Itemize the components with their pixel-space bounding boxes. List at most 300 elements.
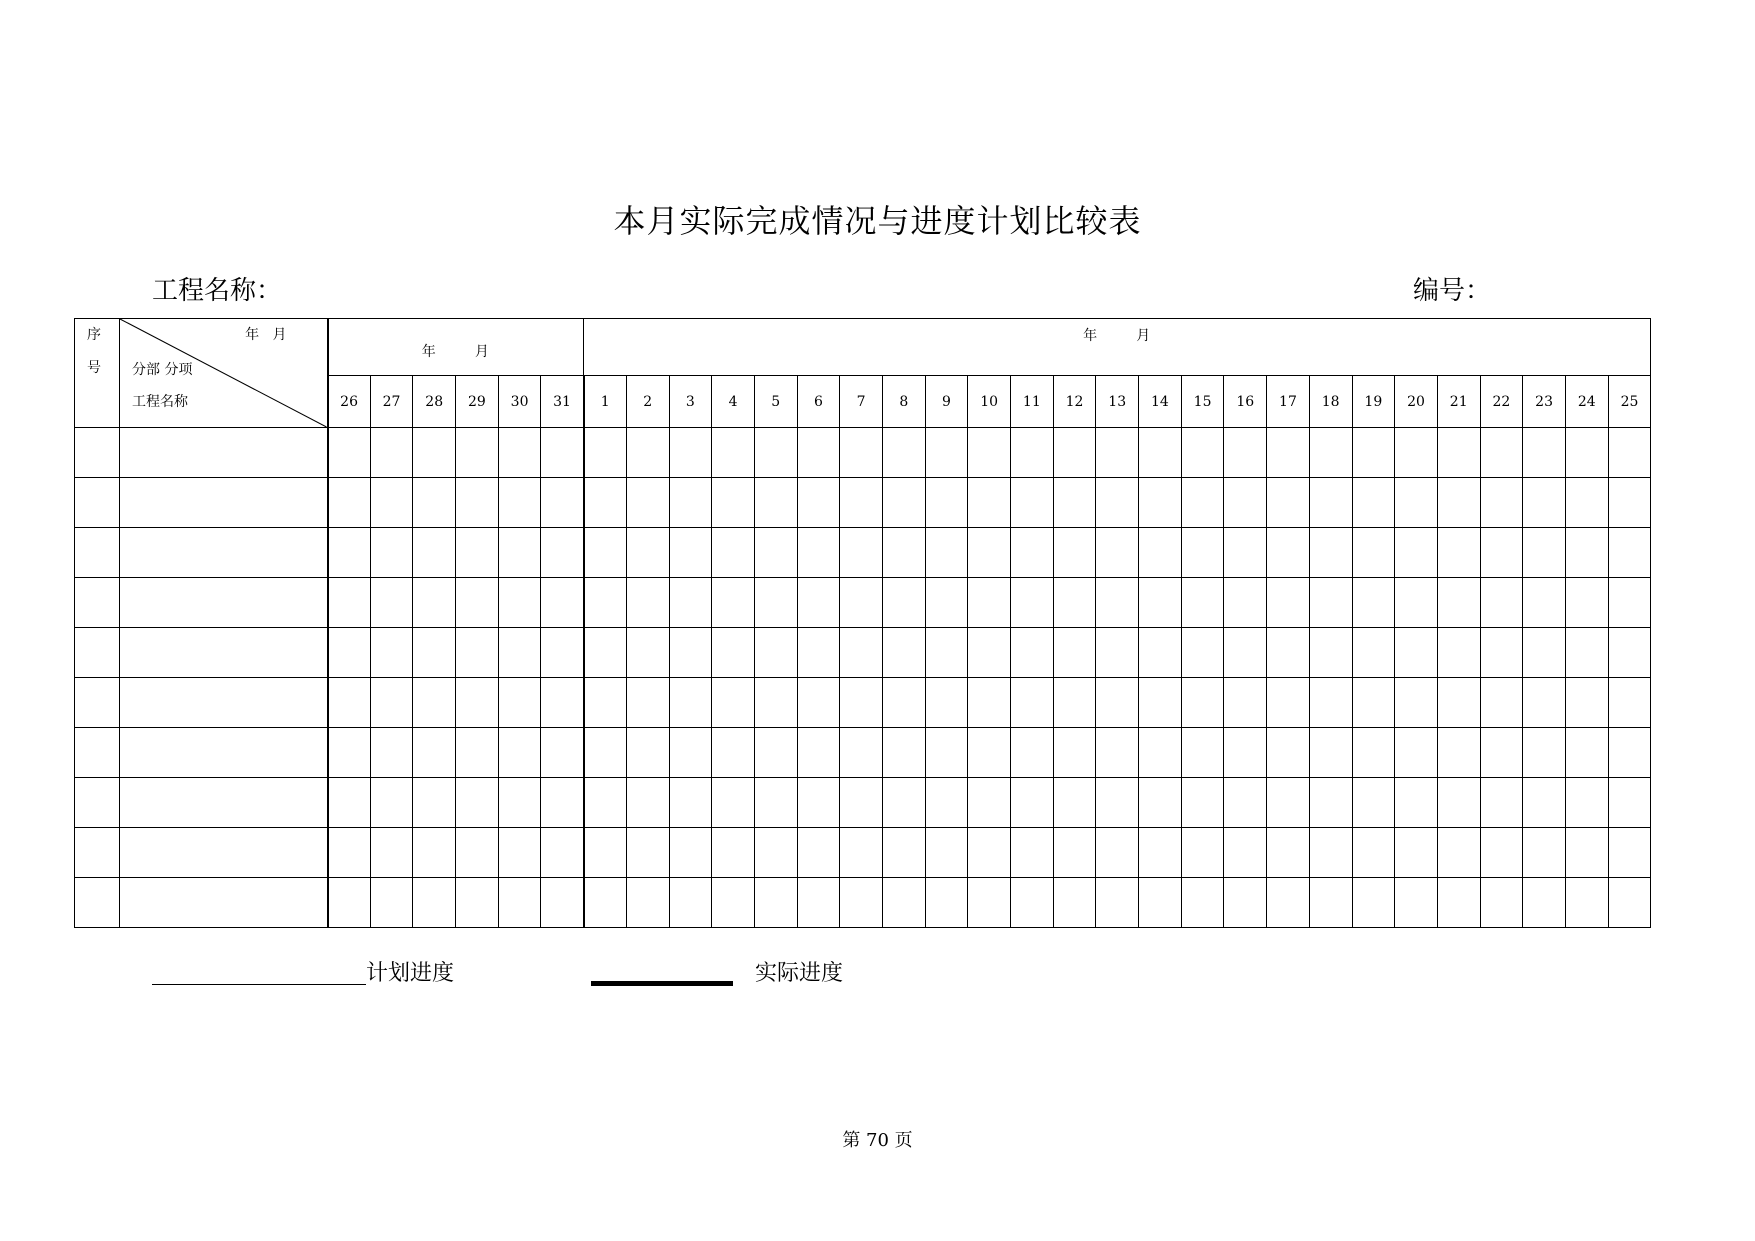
day-cell[interactable] — [1096, 828, 1139, 878]
day-cell[interactable] — [797, 828, 840, 878]
seq-cell[interactable] — [75, 478, 120, 528]
day-cell[interactable] — [840, 678, 883, 728]
day-cell[interactable] — [1523, 428, 1566, 478]
day-cell[interactable] — [840, 478, 883, 528]
day-cell[interactable] — [1352, 678, 1395, 728]
day-cell[interactable] — [1096, 528, 1139, 578]
day-cell[interactable] — [968, 628, 1011, 678]
day-cell[interactable] — [1139, 528, 1182, 578]
day-cell[interactable] — [797, 578, 840, 628]
seq-cell[interactable] — [75, 878, 120, 928]
day-cell[interactable] — [797, 428, 840, 478]
day-cell[interactable] — [882, 778, 925, 828]
day-cell[interactable] — [328, 478, 371, 528]
day-cell[interactable] — [1523, 528, 1566, 578]
day-cell[interactable] — [1608, 878, 1651, 928]
day-cell[interactable] — [754, 878, 797, 928]
day-cell[interactable] — [1352, 878, 1395, 928]
day-cell[interactable] — [1181, 678, 1224, 728]
day-cell[interactable] — [1565, 528, 1608, 578]
day-cell[interactable] — [1181, 778, 1224, 828]
day-cell[interactable] — [541, 578, 584, 628]
day-cell[interactable] — [1011, 628, 1054, 678]
day-cell[interactable] — [1480, 728, 1523, 778]
day-cell[interactable] — [1181, 828, 1224, 878]
day-cell[interactable] — [1395, 428, 1438, 478]
day-cell[interactable] — [541, 628, 584, 678]
day-cell[interactable] — [498, 828, 541, 878]
day-cell[interactable] — [1523, 778, 1566, 828]
day-cell[interactable] — [797, 728, 840, 778]
project-name-cell[interactable] — [120, 728, 328, 778]
day-cell[interactable] — [584, 728, 627, 778]
day-cell[interactable] — [584, 828, 627, 878]
day-cell[interactable] — [1011, 828, 1054, 878]
day-cell[interactable] — [1053, 478, 1096, 528]
day-cell[interactable] — [413, 828, 456, 878]
day-cell[interactable] — [626, 578, 669, 628]
day-cell[interactable] — [1139, 828, 1182, 878]
day-cell[interactable] — [1096, 778, 1139, 828]
day-cell[interactable] — [797, 778, 840, 828]
project-name-cell[interactable] — [120, 878, 328, 928]
day-cell[interactable] — [840, 428, 883, 478]
day-cell[interactable] — [1565, 828, 1608, 878]
day-cell[interactable] — [626, 428, 669, 478]
day-cell[interactable] — [754, 778, 797, 828]
day-cell[interactable] — [1224, 878, 1267, 928]
day-cell[interactable] — [669, 528, 712, 578]
day-cell[interactable] — [328, 828, 371, 878]
day-cell[interactable] — [712, 428, 755, 478]
day-cell[interactable] — [328, 428, 371, 478]
day-cell[interactable] — [1053, 878, 1096, 928]
day-cell[interactable] — [584, 628, 627, 678]
day-cell[interactable] — [669, 428, 712, 478]
day-cell[interactable] — [669, 778, 712, 828]
day-cell[interactable] — [456, 428, 499, 478]
day-cell[interactable] — [1480, 478, 1523, 528]
day-cell[interactable] — [328, 678, 371, 728]
day-cell[interactable] — [1608, 678, 1651, 728]
day-cell[interactable] — [1437, 578, 1480, 628]
day-cell[interactable] — [626, 628, 669, 678]
day-cell[interactable] — [1224, 828, 1267, 878]
day-cell[interactable] — [1352, 478, 1395, 528]
day-cell[interactable] — [1565, 878, 1608, 928]
seq-cell[interactable] — [75, 628, 120, 678]
day-cell[interactable] — [1181, 878, 1224, 928]
day-cell[interactable] — [1267, 778, 1310, 828]
day-cell[interactable] — [541, 478, 584, 528]
project-name-cell[interactable] — [120, 828, 328, 878]
day-cell[interactable] — [925, 428, 968, 478]
day-cell[interactable] — [1011, 578, 1054, 628]
day-cell[interactable] — [370, 428, 413, 478]
day-cell[interactable] — [626, 678, 669, 728]
day-cell[interactable] — [1437, 428, 1480, 478]
day-cell[interactable] — [1437, 828, 1480, 878]
day-cell[interactable] — [925, 678, 968, 728]
day-cell[interactable] — [1053, 528, 1096, 578]
project-name-cell[interactable] — [120, 678, 328, 728]
day-cell[interactable] — [754, 428, 797, 478]
day-cell[interactable] — [584, 428, 627, 478]
day-cell[interactable] — [456, 728, 499, 778]
day-cell[interactable] — [1395, 578, 1438, 628]
day-cell[interactable] — [1011, 678, 1054, 728]
day-cell[interactable] — [1608, 728, 1651, 778]
day-cell[interactable] — [925, 478, 968, 528]
day-cell[interactable] — [626, 728, 669, 778]
day-cell[interactable] — [1608, 478, 1651, 528]
day-cell[interactable] — [968, 828, 1011, 878]
day-cell[interactable] — [1480, 628, 1523, 678]
day-cell[interactable] — [925, 728, 968, 778]
day-cell[interactable] — [370, 528, 413, 578]
day-cell[interactable] — [370, 628, 413, 678]
day-cell[interactable] — [1139, 678, 1182, 728]
day-cell[interactable] — [1181, 478, 1224, 528]
day-cell[interactable] — [626, 878, 669, 928]
day-cell[interactable] — [754, 678, 797, 728]
seq-cell[interactable] — [75, 828, 120, 878]
day-cell[interactable] — [1608, 578, 1651, 628]
day-cell[interactable] — [370, 828, 413, 878]
day-cell[interactable] — [925, 578, 968, 628]
day-cell[interactable] — [1053, 778, 1096, 828]
day-cell[interactable] — [1224, 728, 1267, 778]
day-cell[interactable] — [1523, 478, 1566, 528]
day-cell[interactable] — [1480, 578, 1523, 628]
day-cell[interactable] — [328, 628, 371, 678]
day-cell[interactable] — [1608, 828, 1651, 878]
day-cell[interactable] — [1096, 878, 1139, 928]
day-cell[interactable] — [413, 678, 456, 728]
day-cell[interactable] — [1096, 428, 1139, 478]
day-cell[interactable] — [1480, 778, 1523, 828]
day-cell[interactable] — [370, 728, 413, 778]
day-cell[interactable] — [1139, 578, 1182, 628]
day-cell[interactable] — [840, 728, 883, 778]
day-cell[interactable] — [754, 478, 797, 528]
day-cell[interactable] — [925, 828, 968, 878]
day-cell[interactable] — [413, 528, 456, 578]
day-cell[interactable] — [712, 878, 755, 928]
day-cell[interactable] — [1139, 628, 1182, 678]
day-cell[interactable] — [840, 628, 883, 678]
day-cell[interactable] — [669, 728, 712, 778]
day-cell[interactable] — [1565, 628, 1608, 678]
day-cell[interactable] — [498, 478, 541, 528]
day-cell[interactable] — [370, 678, 413, 728]
project-name-cell[interactable] — [120, 628, 328, 678]
day-cell[interactable] — [712, 478, 755, 528]
day-cell[interactable] — [754, 728, 797, 778]
day-cell[interactable] — [1309, 628, 1352, 678]
day-cell[interactable] — [1565, 428, 1608, 478]
day-cell[interactable] — [754, 628, 797, 678]
day-cell[interactable] — [712, 578, 755, 628]
seq-cell[interactable] — [75, 528, 120, 578]
day-cell[interactable] — [1565, 778, 1608, 828]
day-cell[interactable] — [882, 578, 925, 628]
day-cell[interactable] — [1523, 628, 1566, 678]
day-cell[interactable] — [456, 478, 499, 528]
day-cell[interactable] — [584, 878, 627, 928]
day-cell[interactable] — [626, 828, 669, 878]
day-cell[interactable] — [413, 578, 456, 628]
day-cell[interactable] — [1267, 678, 1310, 728]
day-cell[interactable] — [1437, 878, 1480, 928]
day-cell[interactable] — [1096, 478, 1139, 528]
day-cell[interactable] — [584, 778, 627, 828]
day-cell[interactable] — [1224, 428, 1267, 478]
seq-cell[interactable] — [75, 428, 120, 478]
day-cell[interactable] — [754, 578, 797, 628]
day-cell[interactable] — [754, 828, 797, 878]
day-cell[interactable] — [413, 728, 456, 778]
day-cell[interactable] — [1139, 778, 1182, 828]
day-cell[interactable] — [584, 478, 627, 528]
day-cell[interactable] — [1224, 678, 1267, 728]
day-cell[interactable] — [1267, 828, 1310, 878]
day-cell[interactable] — [925, 528, 968, 578]
day-cell[interactable] — [669, 628, 712, 678]
day-cell[interactable] — [840, 878, 883, 928]
day-cell[interactable] — [413, 878, 456, 928]
day-cell[interactable] — [456, 878, 499, 928]
day-cell[interactable] — [1352, 528, 1395, 578]
day-cell[interactable] — [584, 578, 627, 628]
day-cell[interactable] — [456, 778, 499, 828]
day-cell[interactable] — [1437, 528, 1480, 578]
day-cell[interactable] — [1011, 528, 1054, 578]
day-cell[interactable] — [498, 728, 541, 778]
day-cell[interactable] — [498, 428, 541, 478]
day-cell[interactable] — [1565, 478, 1608, 528]
day-cell[interactable] — [1395, 528, 1438, 578]
day-cell[interactable] — [1523, 578, 1566, 628]
day-cell[interactable] — [413, 628, 456, 678]
day-cell[interactable] — [882, 878, 925, 928]
day-cell[interactable] — [968, 878, 1011, 928]
day-cell[interactable] — [1224, 628, 1267, 678]
day-cell[interactable] — [1224, 478, 1267, 528]
day-cell[interactable] — [1352, 728, 1395, 778]
day-cell[interactable] — [413, 778, 456, 828]
day-cell[interactable] — [882, 678, 925, 728]
day-cell[interactable] — [498, 628, 541, 678]
day-cell[interactable] — [968, 578, 1011, 628]
day-cell[interactable] — [1395, 728, 1438, 778]
day-cell[interactable] — [370, 578, 413, 628]
project-name-cell[interactable] — [120, 778, 328, 828]
day-cell[interactable] — [626, 778, 669, 828]
day-cell[interactable] — [882, 728, 925, 778]
day-cell[interactable] — [498, 578, 541, 628]
day-cell[interactable] — [541, 728, 584, 778]
day-cell[interactable] — [456, 628, 499, 678]
day-cell[interactable] — [882, 428, 925, 478]
day-cell[interactable] — [1267, 528, 1310, 578]
day-cell[interactable] — [328, 578, 371, 628]
day-cell[interactable] — [925, 628, 968, 678]
day-cell[interactable] — [1352, 578, 1395, 628]
day-cell[interactable] — [669, 578, 712, 628]
day-cell[interactable] — [1523, 828, 1566, 878]
day-cell[interactable] — [1096, 678, 1139, 728]
day-cell[interactable] — [669, 828, 712, 878]
day-cell[interactable] — [882, 628, 925, 678]
day-cell[interactable] — [1352, 628, 1395, 678]
day-cell[interactable] — [370, 778, 413, 828]
day-cell[interactable] — [1267, 478, 1310, 528]
day-cell[interactable] — [1181, 428, 1224, 478]
day-cell[interactable] — [541, 678, 584, 728]
day-cell[interactable] — [1523, 678, 1566, 728]
day-cell[interactable] — [1096, 628, 1139, 678]
day-cell[interactable] — [797, 628, 840, 678]
day-cell[interactable] — [1395, 828, 1438, 878]
day-cell[interactable] — [1395, 778, 1438, 828]
day-cell[interactable] — [1395, 678, 1438, 728]
day-cell[interactable] — [1309, 778, 1352, 828]
day-cell[interactable] — [1011, 478, 1054, 528]
day-cell[interactable] — [1011, 878, 1054, 928]
day-cell[interactable] — [328, 728, 371, 778]
seq-cell[interactable] — [75, 578, 120, 628]
day-cell[interactable] — [1352, 778, 1395, 828]
day-cell[interactable] — [1053, 728, 1096, 778]
day-cell[interactable] — [1053, 578, 1096, 628]
day-cell[interactable] — [1437, 678, 1480, 728]
day-cell[interactable] — [328, 878, 371, 928]
day-cell[interactable] — [1096, 728, 1139, 778]
day-cell[interactable] — [925, 878, 968, 928]
day-cell[interactable] — [968, 778, 1011, 828]
day-cell[interactable] — [712, 528, 755, 578]
day-cell[interactable] — [1053, 678, 1096, 728]
project-name-cell[interactable] — [120, 428, 328, 478]
day-cell[interactable] — [1480, 428, 1523, 478]
day-cell[interactable] — [328, 778, 371, 828]
day-cell[interactable] — [1309, 878, 1352, 928]
day-cell[interactable] — [968, 528, 1011, 578]
day-cell[interactable] — [712, 728, 755, 778]
day-cell[interactable] — [1395, 628, 1438, 678]
day-cell[interactable] — [840, 828, 883, 878]
seq-cell[interactable] — [75, 728, 120, 778]
day-cell[interactable] — [541, 528, 584, 578]
day-cell[interactable] — [456, 528, 499, 578]
day-cell[interactable] — [968, 428, 1011, 478]
day-cell[interactable] — [413, 478, 456, 528]
day-cell[interactable] — [797, 878, 840, 928]
day-cell[interactable] — [1480, 828, 1523, 878]
seq-cell[interactable] — [75, 678, 120, 728]
day-cell[interactable] — [541, 428, 584, 478]
day-cell[interactable] — [1565, 578, 1608, 628]
day-cell[interactable] — [1608, 778, 1651, 828]
day-cell[interactable] — [840, 778, 883, 828]
day-cell[interactable] — [797, 678, 840, 728]
day-cell[interactable] — [1565, 728, 1608, 778]
day-cell[interactable] — [1480, 528, 1523, 578]
day-cell[interactable] — [1309, 828, 1352, 878]
day-cell[interactable] — [1480, 678, 1523, 728]
day-cell[interactable] — [1437, 728, 1480, 778]
day-cell[interactable] — [541, 828, 584, 878]
day-cell[interactable] — [370, 478, 413, 528]
day-cell[interactable] — [626, 528, 669, 578]
day-cell[interactable] — [669, 478, 712, 528]
day-cell[interactable] — [840, 578, 883, 628]
project-name-cell[interactable] — [120, 478, 328, 528]
day-cell[interactable] — [584, 678, 627, 728]
day-cell[interactable] — [840, 528, 883, 578]
day-cell[interactable] — [626, 478, 669, 528]
day-cell[interactable] — [1352, 428, 1395, 478]
day-cell[interactable] — [1181, 528, 1224, 578]
day-cell[interactable] — [1139, 728, 1182, 778]
day-cell[interactable] — [1395, 878, 1438, 928]
day-cell[interactable] — [1139, 878, 1182, 928]
day-cell[interactable] — [1139, 428, 1182, 478]
day-cell[interactable] — [1395, 478, 1438, 528]
day-cell[interactable] — [968, 678, 1011, 728]
day-cell[interactable] — [584, 528, 627, 578]
day-cell[interactable] — [456, 828, 499, 878]
day-cell[interactable] — [1309, 678, 1352, 728]
project-name-cell[interactable] — [120, 578, 328, 628]
day-cell[interactable] — [498, 678, 541, 728]
day-cell[interactable] — [712, 778, 755, 828]
day-cell[interactable] — [498, 778, 541, 828]
day-cell[interactable] — [413, 428, 456, 478]
day-cell[interactable] — [1181, 578, 1224, 628]
day-cell[interactable] — [1352, 828, 1395, 878]
day-cell[interactable] — [498, 878, 541, 928]
project-name-cell[interactable] — [120, 528, 328, 578]
day-cell[interactable] — [541, 878, 584, 928]
day-cell[interactable] — [968, 728, 1011, 778]
day-cell[interactable] — [1608, 628, 1651, 678]
day-cell[interactable] — [1523, 878, 1566, 928]
day-cell[interactable] — [712, 828, 755, 878]
day-cell[interactable] — [1480, 878, 1523, 928]
day-cell[interactable] — [541, 778, 584, 828]
day-cell[interactable] — [1011, 778, 1054, 828]
day-cell[interactable] — [1437, 628, 1480, 678]
seq-cell[interactable] — [75, 778, 120, 828]
day-cell[interactable] — [1224, 778, 1267, 828]
day-cell[interactable] — [1309, 528, 1352, 578]
day-cell[interactable] — [1267, 428, 1310, 478]
day-cell[interactable] — [328, 528, 371, 578]
day-cell[interactable] — [1181, 628, 1224, 678]
day-cell[interactable] — [1565, 678, 1608, 728]
day-cell[interactable] — [456, 678, 499, 728]
day-cell[interactable] — [797, 528, 840, 578]
day-cell[interactable] — [1309, 428, 1352, 478]
day-cell[interactable] — [1053, 428, 1096, 478]
day-cell[interactable] — [882, 478, 925, 528]
day-cell[interactable] — [1011, 428, 1054, 478]
day-cell[interactable] — [1053, 628, 1096, 678]
day-cell[interactable] — [1309, 478, 1352, 528]
day-cell[interactable] — [1053, 828, 1096, 878]
